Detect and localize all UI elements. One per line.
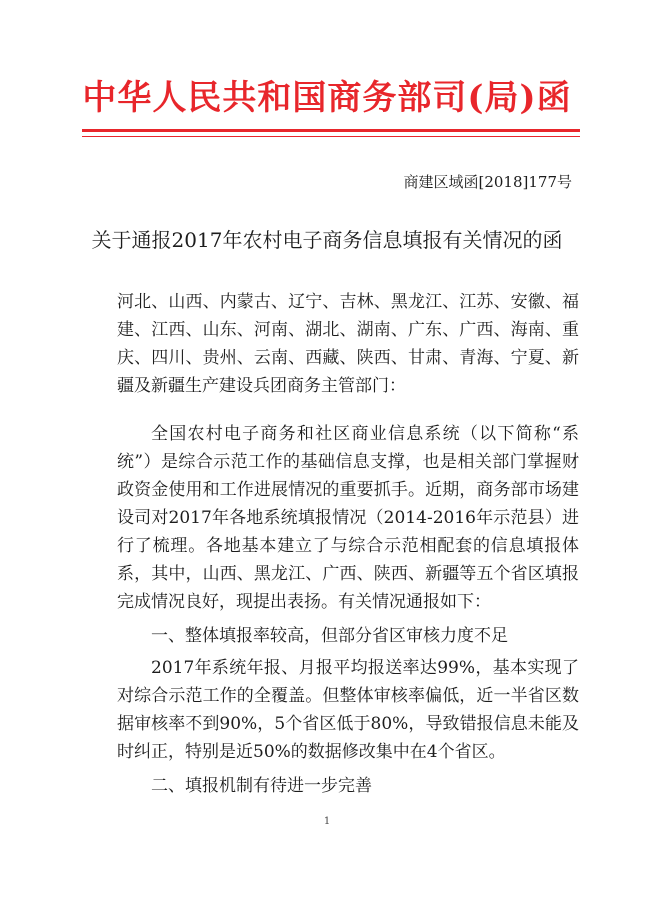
body-paragraph-1: 全国农村电子商务和社区商业信息系统（以下简称“系统”）是综合示范工作的基础信息支撑，也是相关部门掌握财政资金使用和工作进展情况的重要抓手。近期，商务部市场建设司对2017年各地系统填报情况（2014-2016年示范县）进行了梳理。各地基本建立了与综合示范相配套的信息填报体系，其中，山西、黑龙江、广西、陕西、新疆等五个省区填报完成情况良好，现提出表扬。有关情况通报如下： xyxy=(117,424,579,612)
letterhead-rule-thick xyxy=(82,129,580,132)
document-number: 商建区域函[2018]177号 xyxy=(403,173,572,191)
letterhead-title: 中华人民共和国商务部司(局)函 xyxy=(82,78,572,118)
section-heading-1: 一、整体填报率较高，但部分省区审核力度不足 xyxy=(151,626,508,646)
page-number: 1 xyxy=(323,816,331,827)
document-subject: 关于通报2017年农村电子商务信息填报有关情况的函 xyxy=(91,228,563,252)
body-paragraph-2: 2017年系统年报、月报平均报送率达99%，基本实现了对综合示范工作的全覆盖。但整体审核率偏低，近一半省区数据审核率不到90%，5个省区低于80%，导致错报信息未能及时纠正，特别是近50%的数据修改集中在4个省区。 xyxy=(117,658,579,762)
section-heading-2: 二、填报机制有待进一步完善 xyxy=(151,776,372,796)
letterhead-rule-thin xyxy=(82,136,580,137)
recipients-paragraph: 河北、山西、内蒙古、辽宁、吉林、黑龙江、江苏、安徽、福建、江西、山东、河南、湖北、湖南、广东、广西、海南、重庆、四川、贵州、云南、西藏、陕西、甘肃、青海、宁夏、新疆及新疆生产建设兵团商务主管部门： xyxy=(117,292,579,396)
